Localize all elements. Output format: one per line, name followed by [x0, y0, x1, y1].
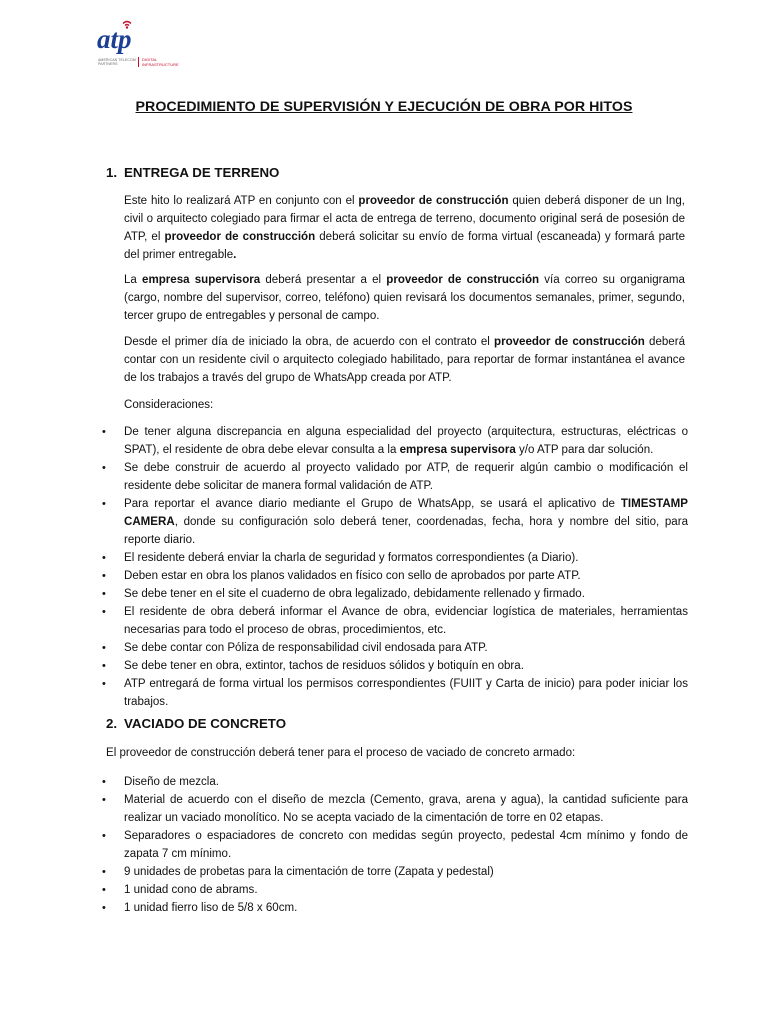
bold-text: proveedor de construcción: [386, 274, 540, 286]
list-item: [98, 675, 688, 711]
bold-text: proveedor de construcción: [358, 195, 509, 207]
text-run: Se debe tener en obra, extintor, tachos de residuos sólidos y botiquín en obra.: [124, 660, 524, 672]
list-item: [98, 585, 688, 603]
bullet-icon: •: [102, 426, 106, 438]
list-item: [98, 827, 688, 863]
list-item: [98, 549, 688, 567]
text-run: Deben estar en obra los planos validados en físico con sello de aprobados por parte ATP.: [124, 570, 581, 582]
text-run: Separadores o espaciadores de concreto con medidas según proyecto, pedestal 4cm mínimo y fondo de zapata 7 cm mínimo.: [124, 830, 688, 860]
logo-wordmark: atp: [97, 24, 132, 54]
text-run: Desde el primer día de iniciado la obra, de acuerdo con el contrato el: [124, 336, 495, 348]
list-item: [98, 863, 688, 881]
text-run: La: [124, 274, 143, 286]
text-run: Diseño de mezcla.: [124, 776, 219, 788]
list-item: [98, 881, 688, 899]
bullet-icon: •: [102, 498, 106, 510]
list-item: [98, 459, 688, 495]
bullet-icon: •: [102, 678, 106, 690]
section-1-number: 1.: [106, 165, 118, 180]
section-1-title: ENTREGA DE TERRENO: [124, 165, 280, 180]
bullet-icon: •: [102, 552, 106, 564]
section-1-heading: [106, 165, 279, 180]
paragraph-2: [124, 271, 685, 325]
bullet-icon: •: [102, 830, 106, 842]
bullet-icon: •: [102, 462, 106, 474]
text-run: Se debe construir de acuerdo al proyecto validado por ATP, de requerir algún cambio o modificación el residente debe solicitar de manera formal validación de ATP.: [124, 462, 688, 492]
logo-tagline-left: AMERICAN TELECOM PARTNERS: [98, 58, 136, 66]
considerations-list: [98, 423, 688, 711]
section-2-heading: [106, 716, 286, 731]
paragraph-1: [124, 192, 685, 264]
considerations-label: Consideraciones:: [124, 399, 214, 411]
bullet-icon: •: [102, 902, 106, 914]
bullet-icon: •: [102, 794, 106, 806]
text-run: 1 unidad fierro liso de 5/8 x 60cm.: [124, 902, 298, 914]
text-run: 1 unidad cono de abrams.: [124, 884, 258, 896]
text-run: deberá solicitar su envío de forma virtual (escaneada) y formará parte del primer entregable: [124, 231, 685, 261]
text-run: y/o ATP para dar solución.: [515, 444, 654, 456]
list-item: [98, 567, 688, 585]
bold-text: empresa supervisora: [142, 274, 261, 286]
list-item: [98, 639, 688, 657]
list-item: [98, 423, 688, 459]
list-item: [98, 603, 688, 639]
atp-logo-icon: [96, 18, 144, 56]
bullet-icon: •: [102, 776, 106, 788]
text-run: El residente deberá enviar la charla de seguridad y formatos correspondientes (a Diario).: [124, 552, 579, 564]
text-run: , donde su configuración solo deberá tener, coordenadas, fecha, hora y nombre del sitio, para reporte diario.: [124, 516, 688, 546]
list-item: [98, 657, 688, 675]
atp-logo: [96, 18, 206, 67]
section-2-intro: El proveedor de construcción deberá tener para el proceso de vaciado de concreto armado:: [106, 747, 576, 759]
text-run: De tener alguna discrepancia en alguna especialidad del proyecto (arquitectura, estructuras, eléctricas o SPAT), el residente de obra debe elevar consulta a la: [124, 426, 688, 456]
list-item: [98, 791, 688, 827]
bold-text: proveedor de construcción: [494, 336, 645, 348]
section-2-title: VACIADO DE CONCRETO: [124, 716, 287, 731]
text-run: Se debe tener en el site el cuaderno de obra legalizado, debidamente rellenado y firmado.: [124, 588, 585, 600]
text-run: vía correo su organigrama (cargo, nombre del supervisor, correo, teléfono) quien revisará los documentos semanales, primer, segundo, tercer grupo de entregables y personal de campo.: [124, 274, 685, 322]
bold-text: empresa supervisora: [399, 444, 516, 456]
bold-text: proveedor de construcción: [164, 231, 316, 243]
text-run: Este hito lo realizará ATP en conjunto con el: [124, 195, 359, 207]
text-run: deberá presentar a el: [260, 274, 387, 286]
section-2-number: 2.: [106, 716, 118, 731]
bold-text: .: [233, 249, 237, 261]
text-run: Se debe contar con Póliza de responsabilidad civil endosada para ATP.: [124, 642, 488, 654]
text-run: ATP entregará de forma virtual los permisos correspondientes (FUIIT y Carta de inicio) para poder iniciar los trabajos.: [124, 678, 688, 708]
paragraph-3: [124, 333, 685, 387]
text-run: El residente de obra deberá informar el Avance de obra, evidenciar logística de materiales, herramientas necesarias para todo el proceso de obras, procedimientos, etc.: [124, 606, 688, 636]
materials-list: [98, 773, 688, 917]
bullet-icon: •: [102, 606, 106, 618]
bullet-icon: •: [102, 660, 106, 672]
bullet-icon: •: [102, 588, 106, 600]
bullet-icon: •: [102, 642, 106, 654]
list-item: [98, 495, 688, 549]
bold-text: TIMESTAMP CAMERA: [124, 498, 688, 528]
list-item: [98, 773, 688, 791]
bullet-icon: •: [102, 570, 106, 582]
text-run: deberá contar con un residente civil o arquitecto colegiado habilitado, para reportar de formar instantánea el avance de los trabajos a través del grupo de WhatsApp creada por ATP.: [124, 336, 685, 384]
text-run: 9 unidades de probetas para la cimentación de torre (Zapata y pedestal): [124, 866, 494, 878]
text-run: Material de acuerdo con el diseño de mezcla (Cemento, grava, arena y agua), la cantidad suficiente para realizar un vaciado monolítico. No se acepta vaciado de la cimentación de torre en 02 etapas.: [124, 794, 688, 824]
text-run: quien deberá disponer de un Ing, civil o arquitecto colegiado para firmar el acta de entrega de terreno, documento original será de posesión de ATP, el: [124, 195, 685, 243]
document-title: PROCEDIMIENTO DE SUPERVISIÓN Y EJECUCIÓN DE OBRA POR HITOS: [135, 99, 633, 115]
logo-tagline-right: DIGITAL INFRASTRUCTURE: [138, 57, 188, 67]
list-item: [98, 899, 688, 917]
bullet-icon: •: [102, 866, 106, 878]
text-run: Para reportar el avance diario mediante el Grupo de WhatsApp, se usará el aplicativo de: [124, 498, 621, 510]
bullet-icon: •: [102, 884, 106, 896]
